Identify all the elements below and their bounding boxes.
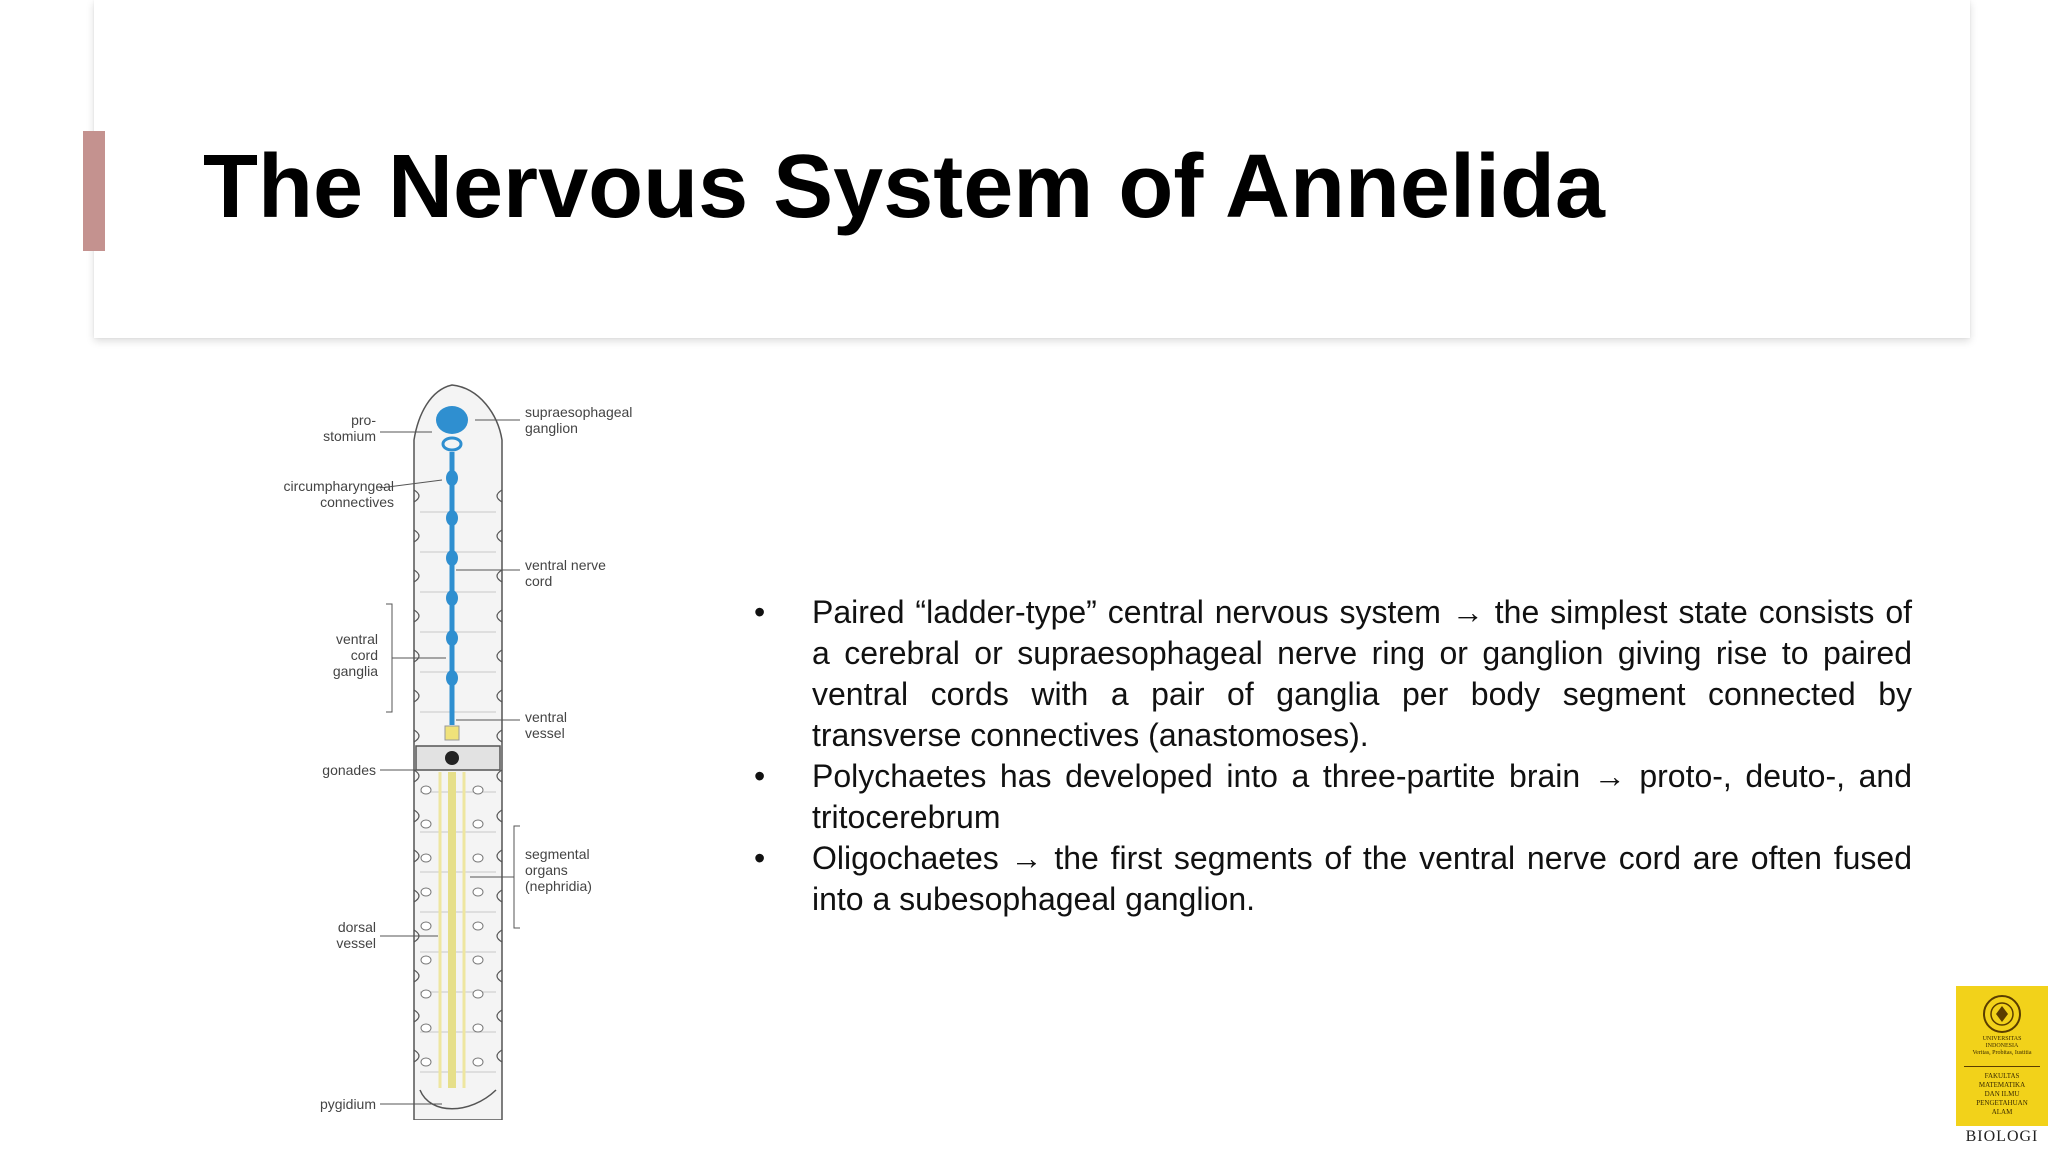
bullet-text: Paired “ladder-type” central nervous system → the simplest state consists of a cerebral or supraesophageal nerve ring or ganglion giving rise to paired ventral cords with a pair of ganglia per body segment connected by transverse connectives (anastomoses). [812,594,1912,753]
nephridium-shape [473,1024,483,1032]
subesophageal-marker [445,726,459,740]
ganglion-dot [446,510,458,526]
nephridium-shape [421,888,431,896]
bullet-text: Polychaetes has developed into a three-partite brain → proto-, deuto-, and tritocerebrum [812,758,1912,835]
nephridium-shape [473,1058,483,1066]
bullet-list [742,592,1912,920]
bullet-text: Oligochaetes → the first segments of the ventral nerve cord are often fused into a subesophageal ganglion. [812,840,1912,917]
label-pygidium: pygidium [319,1096,376,1112]
nephridium-shape [421,1024,431,1032]
bullet-marker: • [754,594,766,630]
label-ventral-cord-ganglia: ventral cord ganglia [332,631,378,679]
ganglion-dot [446,550,458,566]
ganglion-dot [446,470,458,486]
bullet-marker: • [754,840,766,876]
pharynx-ring-shape [443,438,461,450]
nephridium-shape [421,1058,431,1066]
label-dorsal-vessel: dorsal vessel [336,919,376,951]
bullet-marker: • [754,758,766,794]
worm-diagram-svg [270,380,650,1120]
nephridium-shape [421,854,431,862]
annelid-nervous-system-diagram [270,380,650,1120]
supraesophageal-ganglion-shape [436,406,468,434]
logo-caption: BIOLOGI [1965,1128,2039,1145]
nephridium-shape [473,956,483,964]
nephridium-shape [421,786,431,794]
nephridium-shape [473,888,483,896]
bullet-item [742,756,1912,838]
label-ventral-nerve-cord: ventral nerve cord [525,557,606,589]
nephridium-shape [421,820,431,828]
bullet-item [742,838,1912,920]
university-crest-icon [1956,990,2048,1040]
slide-title: The Nervous System of Annelida [203,137,1605,237]
logo-faculty-name: FAKULTAS MATEMATIKA DAN ILMU PENGETAHUAN ALAM [1976,1072,2028,1116]
label-circumpharyngeal-connectives: circumpharyngeal connectives [283,478,394,510]
nephridium-shape [421,990,431,998]
nephridium-shape [421,956,431,964]
nephridium-shape [473,854,483,862]
ganglion-dot [446,590,458,606]
label-supraesophageal-ganglion: supraesophageal ganglion [525,404,633,436]
title-accent-bar [83,131,105,251]
label-ventral-vessel: ventral vessel [525,709,568,741]
nephridium-shape [473,820,483,828]
label-prostomium: pro-stomium [323,412,376,444]
logo-background [1956,986,2048,1126]
nephridium-shape [473,922,483,930]
nephridium-shape [473,990,483,998]
nephridium-shape [473,786,483,794]
nephridium-shape [421,922,431,930]
ganglion-dot [446,670,458,686]
label-gonades: gonades [322,762,376,778]
bullet-item [742,592,1912,756]
label-segmental-organs: segmental organs (nephridia) [525,846,592,894]
ganglion-dot [446,630,458,646]
logo-university-name: UNIVERSITAS INDONESIA Veritas, Probitas, Iustitia [1972,1036,2032,1056]
faculty-logo [1956,986,2048,1152]
